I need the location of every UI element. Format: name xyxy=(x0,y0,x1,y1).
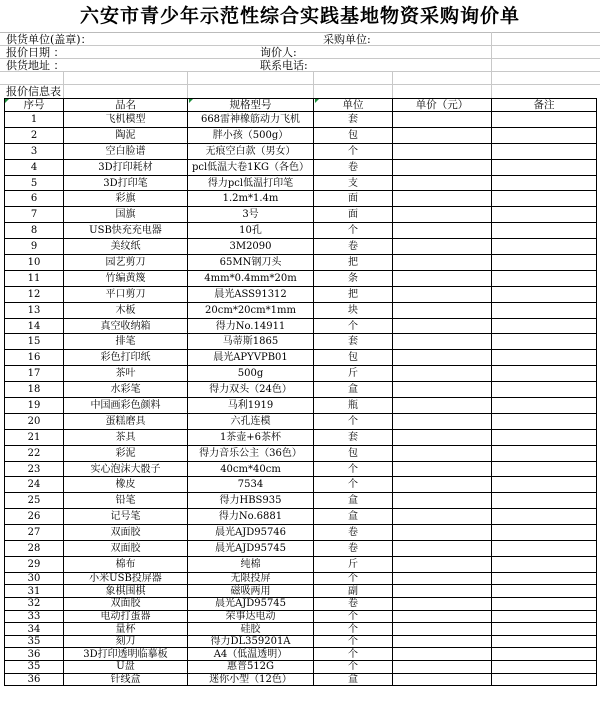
table-row xyxy=(5,175,597,191)
cell-spec: 得力pcl低温打印笔 xyxy=(188,175,314,191)
table-row xyxy=(5,112,597,128)
cell-index: 14 xyxy=(5,318,64,334)
cell-spec: 得力双头（24色） xyxy=(188,382,314,398)
cell-index: 33 xyxy=(5,610,64,623)
cell-name: 电动打蛋器 xyxy=(64,610,188,623)
table-row xyxy=(5,239,597,255)
cell-spec: pcl低温大卷1KG（各色） xyxy=(188,159,314,175)
cell-unit: 斤 xyxy=(314,366,393,382)
table-row xyxy=(5,572,597,585)
cell-index: 19 xyxy=(5,398,64,414)
cell-unit: 卷 xyxy=(314,159,393,175)
cell-spec: 晨光AJD95745 xyxy=(188,541,314,557)
table-row xyxy=(5,445,597,461)
cell-price[interactable] xyxy=(393,673,492,686)
table-row xyxy=(5,191,597,207)
table-row xyxy=(5,350,597,366)
cell-price[interactable] xyxy=(393,477,492,493)
cell-name: 铅笔 xyxy=(64,493,188,509)
table-row xyxy=(5,223,597,239)
cell-unit: 套 xyxy=(314,334,393,350)
cell-unit: 套 xyxy=(314,112,393,128)
cell-spec: 得力No.14911 xyxy=(188,318,314,334)
cell-note[interactable] xyxy=(492,648,597,661)
cell-note[interactable] xyxy=(492,302,597,318)
table-row xyxy=(5,159,597,175)
cell-spec: 胖小孩（500g） xyxy=(188,127,314,143)
cell-price[interactable] xyxy=(393,445,492,461)
cell-name: U盘 xyxy=(64,660,188,673)
cell-index: 20 xyxy=(5,413,64,429)
cell-note[interactable] xyxy=(492,398,597,414)
cell-name: 园艺剪刀 xyxy=(64,255,188,271)
cell-index: 25 xyxy=(5,493,64,509)
contact-phone-label: 联系电话: xyxy=(260,59,308,72)
cell-price[interactable] xyxy=(393,541,492,557)
cell-name: 水彩笔 xyxy=(64,382,188,398)
cell-price[interactable] xyxy=(393,270,492,286)
cell-index: 23 xyxy=(5,461,64,477)
cell-name: 双面胶 xyxy=(64,525,188,541)
cell-spec: 马蒂斯1865 xyxy=(188,334,314,350)
cell-price[interactable] xyxy=(393,366,492,382)
quote-date-label: 报价日期 ： xyxy=(6,46,65,59)
table-row xyxy=(5,673,597,686)
cell-spec: 1茶壶+6茶杯 xyxy=(188,429,314,445)
cell-price[interactable] xyxy=(393,509,492,525)
cell-name: 茶叶 xyxy=(64,366,188,382)
cell-price[interactable] xyxy=(393,413,492,429)
cell-name: 双面胶 xyxy=(64,541,188,557)
cell-note[interactable] xyxy=(492,541,597,557)
purchase-unit-label: 采购单位: xyxy=(323,33,371,46)
cell-name: 竹编黄篾 xyxy=(64,270,188,286)
table-row xyxy=(5,598,597,611)
cell-unit: 把 xyxy=(314,286,393,302)
cell-note[interactable] xyxy=(492,127,597,143)
table-row xyxy=(5,413,597,429)
header-note: 备注 xyxy=(492,99,597,112)
cell-index: 13 xyxy=(5,302,64,318)
cell-index: 29 xyxy=(5,556,64,572)
header-index: 序号 xyxy=(5,99,64,112)
cell-spec: 得力DL359201A xyxy=(188,635,314,648)
cell-index: 35 xyxy=(5,635,64,648)
cell-unit: 个 xyxy=(314,223,393,239)
cell-price[interactable] xyxy=(393,175,492,191)
header-spec: 规格型号 xyxy=(188,99,314,112)
cell-note[interactable] xyxy=(492,673,597,686)
cell-spec: 无痕空白款（男女） xyxy=(188,143,314,159)
cell-unit: 套 xyxy=(314,429,393,445)
cell-note[interactable] xyxy=(492,191,597,207)
cell-unit: 个 xyxy=(314,623,393,636)
cell-spec: 六孔连模 xyxy=(188,413,314,429)
table-row xyxy=(5,493,597,509)
cell-note[interactable] xyxy=(492,623,597,636)
cell-spec: 晨光APYVPB01 xyxy=(188,350,314,366)
cell-unit: 卷 xyxy=(314,541,393,557)
cell-index: 34 xyxy=(5,623,64,636)
cell-index: 3 xyxy=(5,143,64,159)
cell-price[interactable] xyxy=(393,239,492,255)
cell-unit: 盒 xyxy=(314,673,393,686)
cell-name: 量杯 xyxy=(64,623,188,636)
table-row xyxy=(5,509,597,525)
cell-spec: 500g xyxy=(188,366,314,382)
cell-index: 26 xyxy=(5,509,64,525)
cell-spec: 惠普512G xyxy=(188,660,314,673)
table-row xyxy=(5,127,597,143)
table-row xyxy=(5,660,597,673)
cell-spec: 1.2m*1.4m xyxy=(188,191,314,207)
cell-unit: 个 xyxy=(314,635,393,648)
cell-price[interactable] xyxy=(393,493,492,509)
cell-name: 美纹纸 xyxy=(64,239,188,255)
cell-price[interactable] xyxy=(393,610,492,623)
table-row xyxy=(5,207,597,223)
cell-spec: 4mm*0.4mm*20m xyxy=(188,270,314,286)
cell-name: 飞机模型 xyxy=(64,112,188,128)
cell-name: 象棋围棋 xyxy=(64,585,188,598)
cell-flag-icon xyxy=(315,99,319,103)
cell-name: 3D打印透明临摹板 xyxy=(64,648,188,661)
cell-name: 蛋糕磨具 xyxy=(64,413,188,429)
cell-note[interactable] xyxy=(492,429,597,445)
table-row xyxy=(5,461,597,477)
cell-index: 15 xyxy=(5,334,64,350)
cell-note[interactable] xyxy=(492,286,597,302)
table-row xyxy=(5,541,597,557)
cell-name: 记号笔 xyxy=(64,509,188,525)
table-row xyxy=(5,318,597,334)
cell-note[interactable] xyxy=(492,525,597,541)
cell-spec: 迷你小型（12色） xyxy=(188,673,314,686)
cell-spec: 3M2090 xyxy=(188,239,314,255)
cell-price[interactable] xyxy=(393,648,492,661)
cell-spec: 668雷神橡筋动力飞机 xyxy=(188,112,314,128)
cell-price[interactable] xyxy=(393,598,492,611)
cell-note[interactable] xyxy=(492,572,597,585)
cell-price[interactable] xyxy=(393,556,492,572)
cell-unit: 盒 xyxy=(314,493,393,509)
cell-note[interactable] xyxy=(492,493,597,509)
cell-unit: 个 xyxy=(314,648,393,661)
cell-note[interactable] xyxy=(492,159,597,175)
table-row xyxy=(5,429,597,445)
table-row xyxy=(5,255,597,271)
cell-unit: 副 xyxy=(314,585,393,598)
grid-line xyxy=(491,32,492,98)
header-name: 品名 xyxy=(64,99,188,112)
cell-index: 12 xyxy=(5,286,64,302)
cell-name: 真空收纳箱 xyxy=(64,318,188,334)
cell-note[interactable] xyxy=(492,270,597,286)
cell-index: 22 xyxy=(5,445,64,461)
grid-line xyxy=(392,71,393,98)
cell-note[interactable] xyxy=(492,461,597,477)
cell-index: 27 xyxy=(5,525,64,541)
cell-index: 30 xyxy=(5,572,64,585)
cell-unit: 包 xyxy=(314,127,393,143)
cell-name: 3D打印耗材 xyxy=(64,159,188,175)
cell-price[interactable] xyxy=(393,191,492,207)
cell-price[interactable] xyxy=(393,255,492,271)
cell-note[interactable] xyxy=(492,366,597,382)
cell-index: 9 xyxy=(5,239,64,255)
cell-price[interactable] xyxy=(393,143,492,159)
cell-flag-icon xyxy=(5,99,9,103)
cell-note[interactable] xyxy=(492,207,597,223)
cell-price[interactable] xyxy=(393,429,492,445)
page-title: 六安市青少年示范性综合实践基地物资采购询价单 xyxy=(0,0,600,33)
cell-name: 空白脸谱 xyxy=(64,143,188,159)
cell-unit: 个 xyxy=(314,143,393,159)
cell-unit: 个 xyxy=(314,572,393,585)
cell-price[interactable] xyxy=(393,127,492,143)
cell-note[interactable] xyxy=(492,382,597,398)
cell-spec: 纯棉 xyxy=(188,556,314,572)
cell-unit: 卷 xyxy=(314,239,393,255)
cell-price[interactable] xyxy=(393,398,492,414)
cell-spec: 10孔 xyxy=(188,223,314,239)
cell-note[interactable] xyxy=(492,350,597,366)
cell-name: USB快充充电器 xyxy=(64,223,188,239)
cell-name: 橡皮 xyxy=(64,477,188,493)
supplier-unit-label: 供货单位(盖章)： xyxy=(6,33,92,46)
cell-price[interactable] xyxy=(393,318,492,334)
quotation-table xyxy=(4,98,597,686)
cell-name: 彩旗 xyxy=(64,191,188,207)
cell-unit: 支 xyxy=(314,175,393,191)
cell-unit: 面 xyxy=(314,191,393,207)
header-unit: 单位 xyxy=(314,99,393,112)
section-label: 报价信息表 xyxy=(6,85,61,98)
cell-index: 31 xyxy=(5,585,64,598)
cell-note[interactable] xyxy=(492,413,597,429)
cell-note[interactable] xyxy=(492,509,597,525)
cell-index: 8 xyxy=(5,223,64,239)
cell-price[interactable] xyxy=(393,660,492,673)
table-row xyxy=(5,585,597,598)
cell-index: 36 xyxy=(5,673,64,686)
table-row xyxy=(5,477,597,493)
cell-note[interactable] xyxy=(492,635,597,648)
cell-note[interactable] xyxy=(492,239,597,255)
table-row xyxy=(5,623,597,636)
cell-name: 双面胶 xyxy=(64,598,188,611)
grid-line xyxy=(0,84,600,85)
cell-price[interactable] xyxy=(393,112,492,128)
cell-note[interactable] xyxy=(492,477,597,493)
cell-index: 10 xyxy=(5,255,64,271)
cell-price[interactable] xyxy=(393,286,492,302)
cell-index: 35 xyxy=(5,660,64,673)
cell-name: 小米USB投屏器 xyxy=(64,572,188,585)
cell-spec: 得力HBS935 xyxy=(188,493,314,509)
header-price: 单价（元） xyxy=(393,99,492,112)
cell-unit: 条 xyxy=(314,270,393,286)
cell-note[interactable] xyxy=(492,175,597,191)
cell-index: 24 xyxy=(5,477,64,493)
cell-unit: 个 xyxy=(314,477,393,493)
cell-unit: 块 xyxy=(314,302,393,318)
table-row xyxy=(5,398,597,414)
cell-index: 17 xyxy=(5,366,64,382)
cell-spec: 马利1919 xyxy=(188,398,314,414)
table-row xyxy=(5,635,597,648)
inquirer-label: 询价人: xyxy=(260,46,297,59)
cell-index: 1 xyxy=(5,112,64,128)
cell-note[interactable] xyxy=(492,223,597,239)
cell-note[interactable] xyxy=(492,660,597,673)
cell-name: 3D打印笔 xyxy=(64,175,188,191)
cell-name: 国旗 xyxy=(64,207,188,223)
cell-price[interactable] xyxy=(393,525,492,541)
cell-spec: 磁吸两用 xyxy=(188,585,314,598)
cell-unit: 个 xyxy=(314,318,393,334)
cell-price[interactable] xyxy=(393,223,492,239)
cell-index: 11 xyxy=(5,270,64,286)
table-row xyxy=(5,334,597,350)
table-row xyxy=(5,302,597,318)
cell-note[interactable] xyxy=(492,143,597,159)
cell-name: 平口剪刀 xyxy=(64,286,188,302)
cell-note[interactable] xyxy=(492,445,597,461)
cell-index: 16 xyxy=(5,350,64,366)
cell-unit: 包 xyxy=(314,445,393,461)
table-row xyxy=(5,143,597,159)
cell-spec: 7534 xyxy=(188,477,314,493)
table-row xyxy=(5,610,597,623)
cell-unit: 卷 xyxy=(314,525,393,541)
cell-index: 5 xyxy=(5,175,64,191)
cell-index: 6 xyxy=(5,191,64,207)
cell-unit: 斤 xyxy=(314,556,393,572)
cell-spec: 40cm*40cm xyxy=(188,461,314,477)
cell-price[interactable] xyxy=(393,350,492,366)
cell-price[interactable] xyxy=(393,585,492,598)
cell-name: 刻刀 xyxy=(64,635,188,648)
cell-note[interactable] xyxy=(492,610,597,623)
cell-note[interactable] xyxy=(492,598,597,611)
cell-flag-icon xyxy=(189,99,193,103)
cell-unit: 盒 xyxy=(314,509,393,525)
cell-unit: 面 xyxy=(314,207,393,223)
cell-name: 排笔 xyxy=(64,334,188,350)
cell-unit: 卷 xyxy=(314,598,393,611)
cell-price[interactable] xyxy=(393,635,492,648)
cell-price[interactable] xyxy=(393,334,492,350)
cell-spec: 得力No.6881 xyxy=(188,509,314,525)
cell-index: 21 xyxy=(5,429,64,445)
cell-name: 实心泡沫大骰子 xyxy=(64,461,188,477)
cell-name: 棉布 xyxy=(64,556,188,572)
cell-unit: 盒 xyxy=(314,382,393,398)
cell-index: 7 xyxy=(5,207,64,223)
cell-price[interactable] xyxy=(393,623,492,636)
cell-spec: 得力音乐公主（36色） xyxy=(188,445,314,461)
cell-unit: 包 xyxy=(314,350,393,366)
cell-note[interactable] xyxy=(492,334,597,350)
cell-unit: 个 xyxy=(314,660,393,673)
cell-note[interactable] xyxy=(492,318,597,334)
table-row xyxy=(5,648,597,661)
cell-unit: 个 xyxy=(314,461,393,477)
cell-spec: 晨光ASS91312 xyxy=(188,286,314,302)
grid-line xyxy=(63,71,64,98)
cell-name: 木板 xyxy=(64,302,188,318)
cell-price[interactable] xyxy=(393,382,492,398)
table-row xyxy=(5,286,597,302)
cell-spec: 硅胶 xyxy=(188,623,314,636)
cell-spec: 晨光AJD95746 xyxy=(188,525,314,541)
cell-name: 彩色打印纸 xyxy=(64,350,188,366)
cell-spec: 晨光AJD95745 xyxy=(188,598,314,611)
cell-spec: 无限投屏 xyxy=(188,572,314,585)
cell-index: 18 xyxy=(5,382,64,398)
cell-unit: 个 xyxy=(314,610,393,623)
cell-name: 中国画彩色颜料 xyxy=(64,398,188,414)
grid-line xyxy=(187,71,188,98)
cell-name: 茶具 xyxy=(64,429,188,445)
cell-unit: 瓶 xyxy=(314,398,393,414)
cell-index: 4 xyxy=(5,159,64,175)
cell-unit: 个 xyxy=(314,413,393,429)
cell-name: 彩泥 xyxy=(64,445,188,461)
cell-spec: 3号 xyxy=(188,207,314,223)
cell-note[interactable] xyxy=(492,112,597,128)
grid-line xyxy=(313,71,314,98)
cell-price[interactable] xyxy=(393,461,492,477)
table-row xyxy=(5,366,597,382)
cell-index: 28 xyxy=(5,541,64,557)
cell-name: 针线盒 xyxy=(64,673,188,686)
cell-index: 36 xyxy=(5,648,64,661)
table-row xyxy=(5,270,597,286)
cell-spec: 65MN钢刀头 xyxy=(188,255,314,271)
cell-name: 陶泥 xyxy=(64,127,188,143)
cell-spec: 20cm*20cm*1mm xyxy=(188,302,314,318)
table-row xyxy=(5,556,597,572)
cell-index: 32 xyxy=(5,598,64,611)
table-header-row xyxy=(5,99,597,112)
cell-note[interactable] xyxy=(492,585,597,598)
cell-price[interactable] xyxy=(393,302,492,318)
cell-spec: 荣事达电动 xyxy=(188,610,314,623)
cell-note[interactable] xyxy=(492,556,597,572)
cell-index: 2 xyxy=(5,127,64,143)
cell-note[interactable] xyxy=(492,255,597,271)
cell-spec: A4（低温透明） xyxy=(188,648,314,661)
cell-price[interactable] xyxy=(393,207,492,223)
supply-address-label: 供货地址 ： xyxy=(6,59,65,72)
cell-price[interactable] xyxy=(393,572,492,585)
table-row xyxy=(5,525,597,541)
cell-price[interactable] xyxy=(393,159,492,175)
cell-unit: 把 xyxy=(314,255,393,271)
table-row xyxy=(5,382,597,398)
